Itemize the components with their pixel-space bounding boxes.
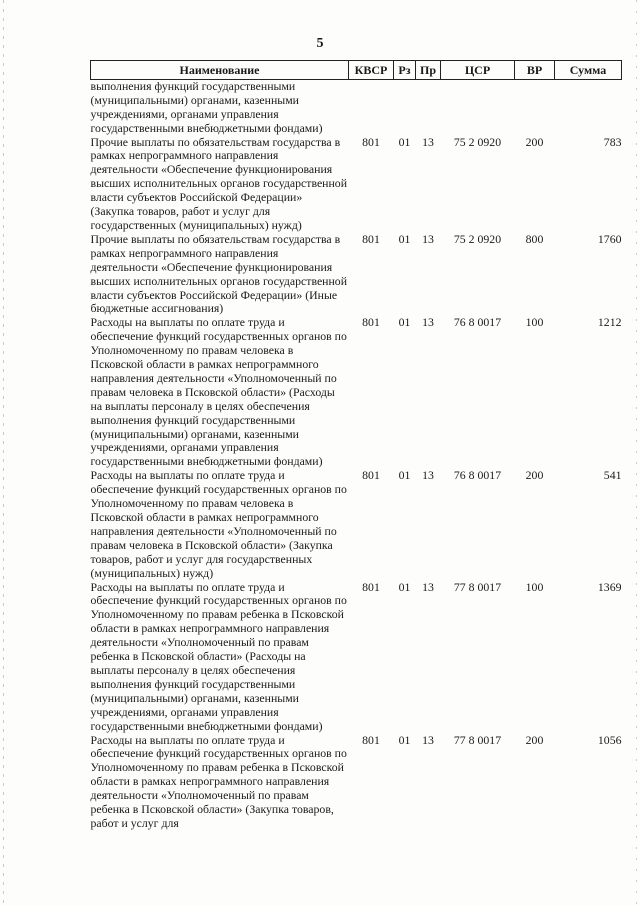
row-csr: 77 8 0017 xyxy=(453,732,502,747)
table-header-row xyxy=(91,61,622,80)
table-row xyxy=(91,734,622,831)
row-vr: 200 xyxy=(525,134,544,149)
table-row-continuation xyxy=(91,79,622,135)
header-pr: Пр xyxy=(416,61,441,80)
row-name: Расходы на выплаты по оплате труда и обеспечение функций государственных органов по Уполномоченному по правам человека в Псковской области в рамках непрограммного направления деятельности «Уполномоченный по правам человека в Псковской области» (Расходы на выплаты персоналу в целях обеспечения выполнения функций государственными (муниципальными) органами, казенными учреждениями, органами управления государственными внебюджетными фондами) xyxy=(90,315,347,469)
row-kvsr: 801 xyxy=(362,579,380,594)
row-sum: 1056 xyxy=(597,732,622,747)
row-vr: 100 xyxy=(525,579,544,594)
row-rz: 01 xyxy=(398,579,411,594)
row-rz: 01 xyxy=(398,231,411,246)
row-kvsr: 801 xyxy=(362,468,380,483)
row-vr: 100 xyxy=(525,315,544,330)
row-vr: 200 xyxy=(525,468,544,483)
header-sum: Сумма xyxy=(555,61,622,80)
row-vr: 200 xyxy=(525,732,544,747)
row-csr: 75 2 0920 xyxy=(453,134,502,149)
row-csr: 76 8 0017 xyxy=(453,468,502,483)
header-vr: ВР xyxy=(515,61,555,80)
table-row xyxy=(91,469,622,580)
row-name: Прочие выплаты по обязательствам государства в рамках непрограммного направления деятельности «Обеспечение функционирования высших исполнительных органов государственной власти субъектов Российской Федерации» (Закупка товаров, работ и услуг для государственных (муниципальных) нужд) xyxy=(90,134,348,232)
row-rz: 01 xyxy=(398,732,411,747)
table-row xyxy=(91,233,622,316)
row-pr: 13 xyxy=(422,231,434,246)
row-rz: 01 xyxy=(398,134,411,149)
header-rz: Рз xyxy=(394,61,416,80)
row-pr: 13 xyxy=(422,468,434,483)
budget-table xyxy=(90,60,622,831)
row-name: Расходы на выплаты по оплате труда и обеспечение функций государственных органов по Уполномоченному по правам человека в Псковской области в рамках непрограммного направления деятельности «Уполномоченный по правам человека в Псковской области» (Закупка товаров, работ и услуг для государственных (муниципальных) нужд) xyxy=(90,468,347,580)
row-kvsr: 801 xyxy=(362,315,380,330)
row-rz: 01 xyxy=(398,468,411,483)
header-csr: ЦСР xyxy=(441,61,515,80)
row-name: Расходы на выплаты по оплате труда и обеспечение функций государственных органов по Уполномоченному по правам ребенка в Псковской области в рамках непрограммного направления деятельности «Уполномоченный по правам ребенка в Псковской области» (Закупка товаров, работ и услуг для xyxy=(90,732,347,830)
row-kvsr: 801 xyxy=(362,231,380,246)
row-kvsr: 801 xyxy=(362,732,380,747)
row-vr: 800 xyxy=(525,231,544,246)
row-kvsr: 801 xyxy=(362,134,380,149)
row-sum: 783 xyxy=(603,134,622,149)
header-kvsr: КВСР xyxy=(349,61,394,80)
row-rz: 01 xyxy=(398,315,411,330)
row-sum: 541 xyxy=(603,468,622,483)
header-name: Наименование xyxy=(91,61,349,80)
row-pr: 13 xyxy=(422,579,434,594)
page-number: 5 xyxy=(316,36,324,51)
table-row xyxy=(91,316,622,469)
table-row xyxy=(91,581,622,734)
scan-edge-left xyxy=(3,0,4,905)
row-name: Прочие выплаты по обязательствам государства в рамках непрограммного направления деятельности «Обеспечение функционирования высших исполнительных органов государственной власти субъектов Российской Федерации» (Иные бюджетные ассигнования) xyxy=(90,231,348,316)
row-pr: 13 xyxy=(422,315,434,330)
row-sum: 1369 xyxy=(597,579,622,594)
row-sum: 1212 xyxy=(597,315,622,330)
row-sum: 1760 xyxy=(597,231,622,246)
row-csr: 76 8 0017 xyxy=(453,315,502,330)
row-csr: 75 2 0920 xyxy=(453,231,502,246)
row-csr: 77 8 0017 xyxy=(453,579,502,594)
continuation-text: выполнения функций государственными (муниципальными) органами, казенными учреждениями, органами управления государственными внебюджетными фондами) xyxy=(90,78,323,135)
table-row xyxy=(91,136,622,233)
scan-edge-right xyxy=(636,0,637,905)
row-name: Расходы на выплаты по оплате труда и обеспечение функций государственных органов по Уполномоченному по правам ребенка в Псковской области в рамках непрограммного направления деятельности «Уполномоченный по правам ребенка в Псковской области» (Расходы на выплаты персоналу в целях обеспечения выполнения функций государственными (муниципальными) органами, казенными учреждениями, органами управления государственными внебюджетными фондами) xyxy=(90,579,347,733)
row-pr: 13 xyxy=(422,732,434,747)
row-pr: 13 xyxy=(422,134,434,149)
